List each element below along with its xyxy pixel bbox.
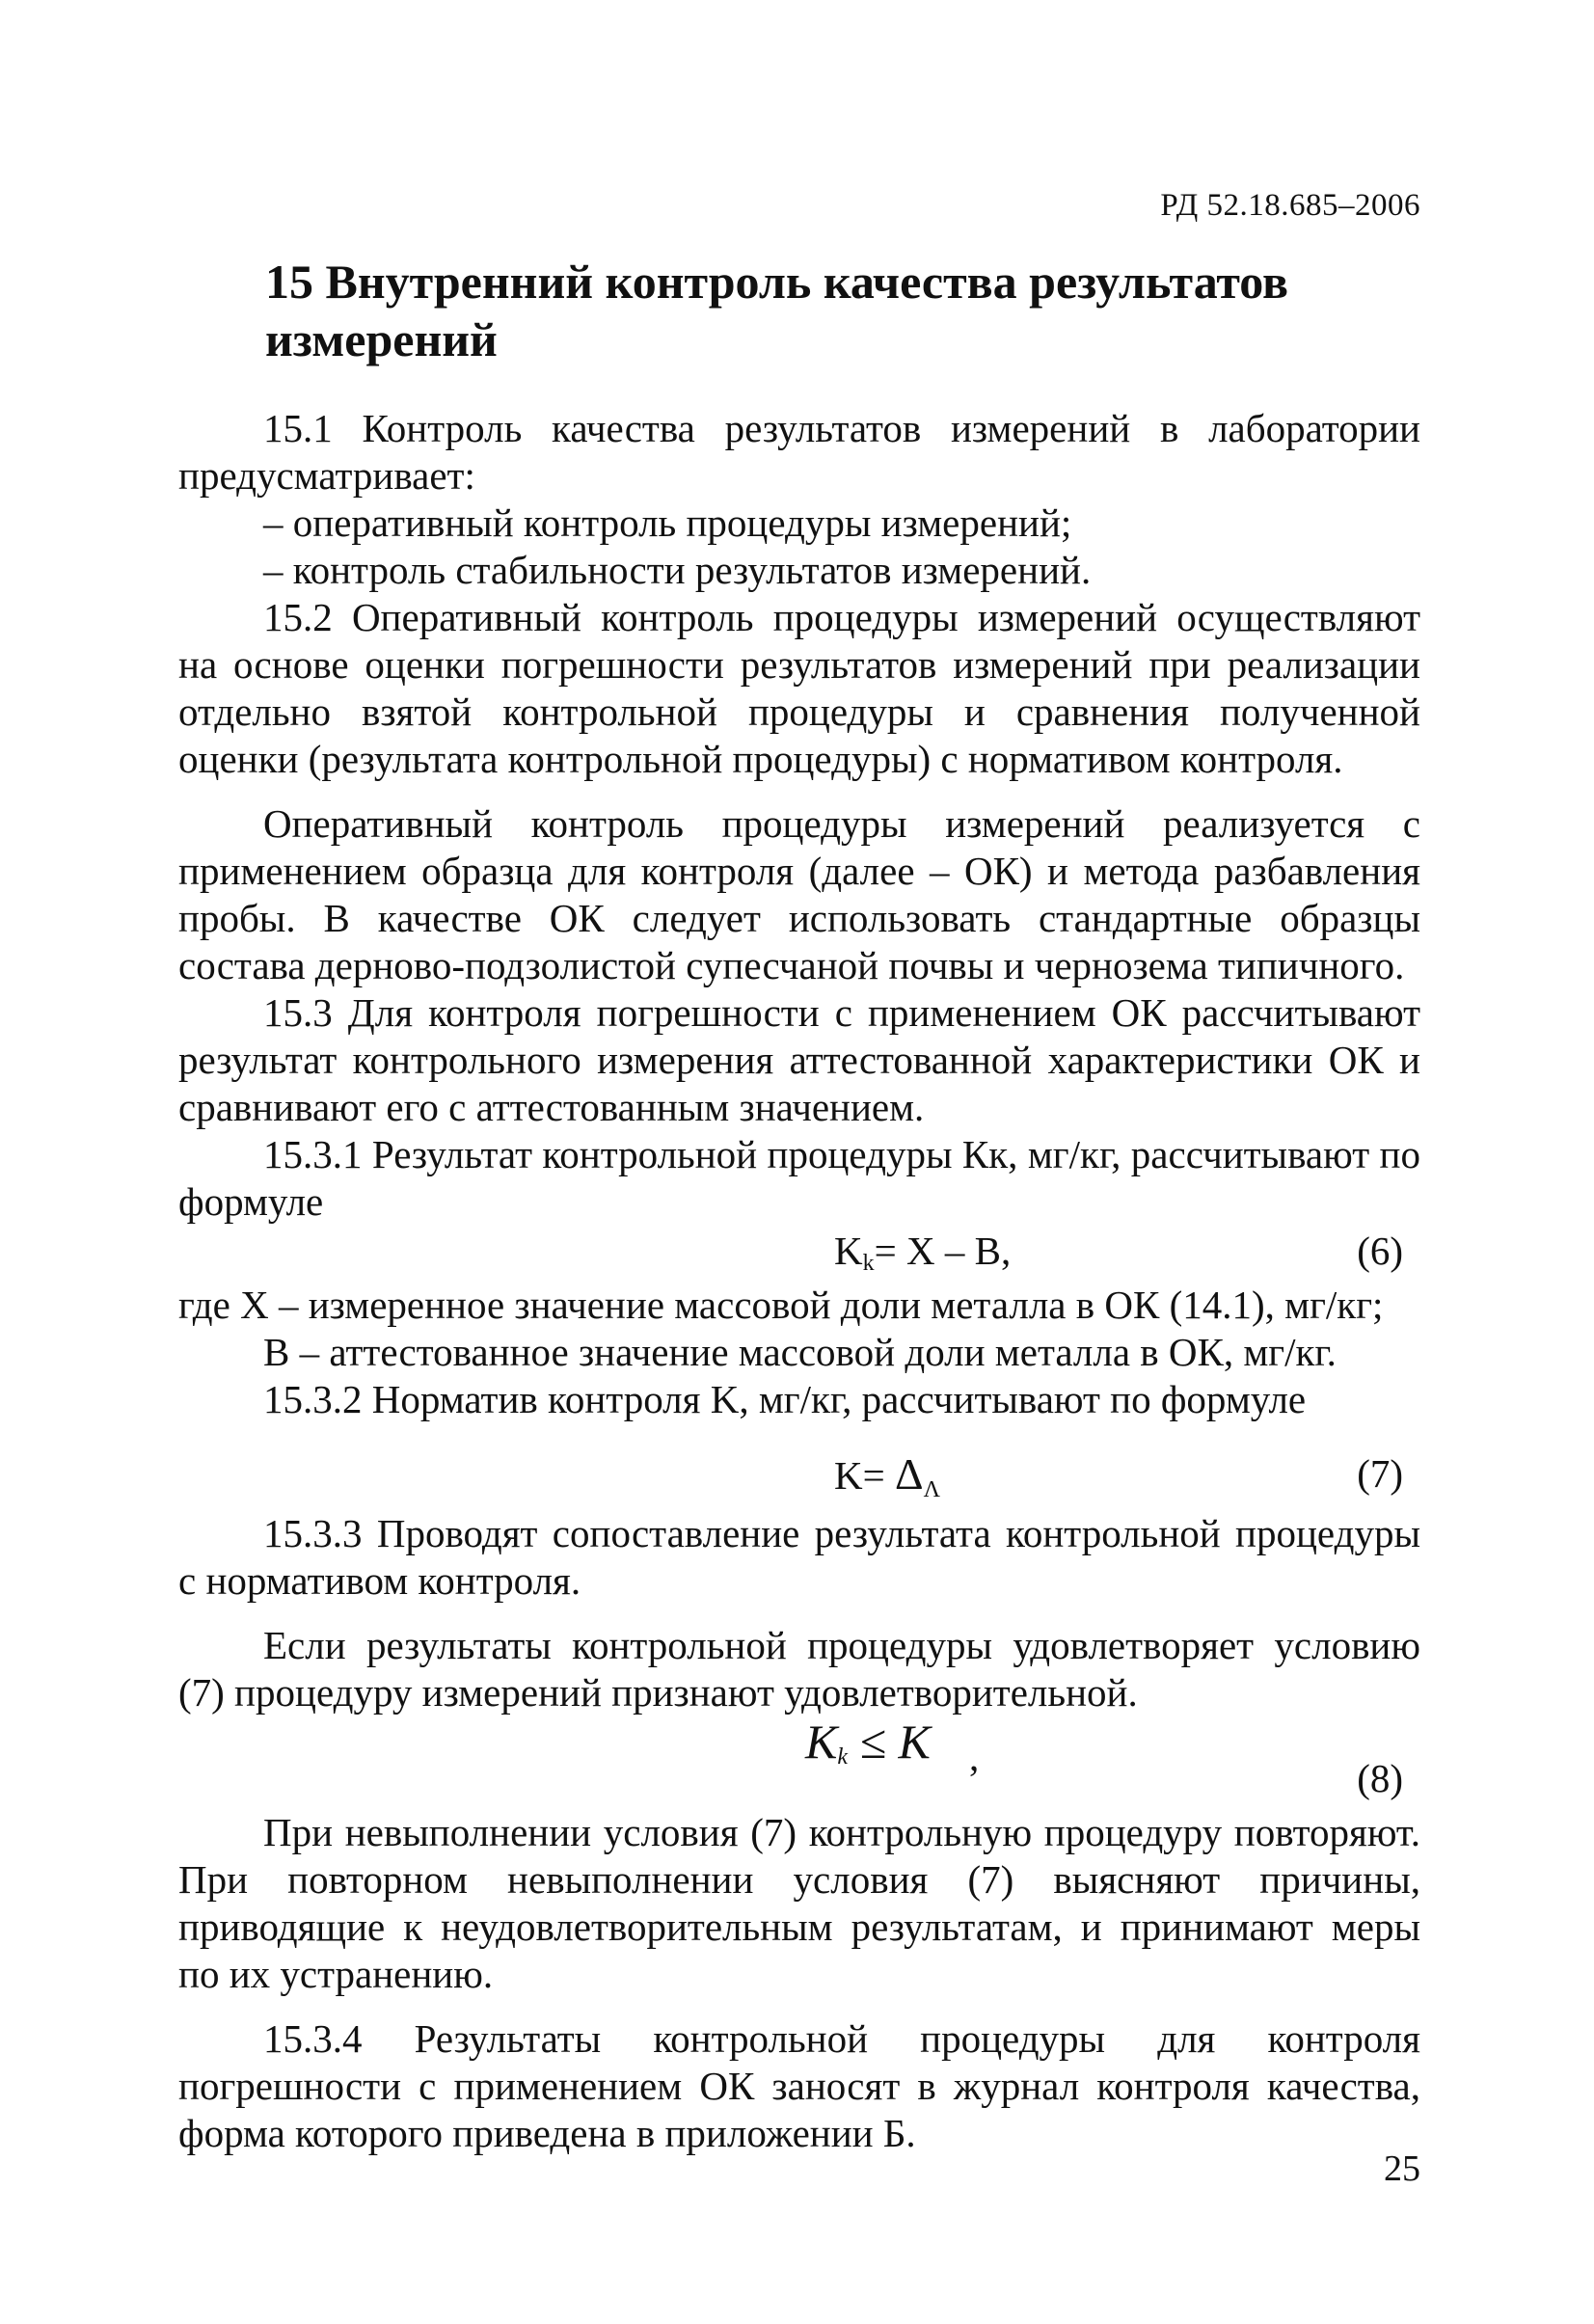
- equation-6-expression: $K_k= X - B$,: [834, 1229, 1012, 1276]
- paragraph-15-3-2: 15.3.2 Норматив контроля K, мг/кг, рассчитывают по формуле: [263, 1377, 1307, 1421]
- equation-8-number: (8): [1357, 1756, 1403, 1800]
- paragraph-failure: При невыполнении условия (7) контрольную процедуру повторяют. При повторном невыполнении условия (7) выясняют причины, приводящие к неудовлетворительным результатам, и принимают меры по их устранению.: [178, 1810, 1420, 1996]
- paragraph-15-2: 15.2 Оперативный контроль процедуры измерений осуществляют на основе оценки погрешности результатов измерений при реализации отдельно взятой контрольной процедуры и сравнения полученной оценки (результата контрольной процедуры) с нормативом контроля.: [178, 595, 1420, 781]
- equation-7: [178, 1443, 1420, 1506]
- equation-6: [178, 1228, 1420, 1278]
- paragraph-15-3: 15.3 Для контроля погрешности с применением ОК рассчитывают результат контрольного измерения аттестованной характеристики ОК и сравнивают его с аттестованным значением.: [178, 990, 1420, 1129]
- paragraph-condition: Если результаты контрольной процедуры удовлетворяет условию (7) процедуру измерений признают удовлетворительной.: [178, 1623, 1420, 1715]
- list-item: – оперативный контроль процедуры измерений;: [263, 500, 1072, 545]
- document-code: РД 52.18.685–2006: [1160, 188, 1420, 223]
- page-number: 25: [1384, 2148, 1420, 2189]
- definition-x: где X – измеренное значение массовой доли металла в ОК (14.1), мг/кг;: [178, 1283, 1384, 1327]
- paragraph-15-3-3: 15.3.3 Проводят сопоставление результата контрольной процедуры с нормативом контроля.: [178, 1511, 1420, 1603]
- document-body: [178, 405, 1420, 2157]
- equation-7-number: (7): [1357, 1451, 1403, 1496]
- equation-7-expression: K= ΔΛ: [834, 1449, 940, 1502]
- paragraph-15-1: 15.1 Контроль качества результатов измерений в лаборатории предусматривает:: [178, 406, 1420, 498]
- equation-6-number: (6): [1357, 1229, 1403, 1273]
- section-title: 15 Внутренний контроль качества результатов измерений: [265, 255, 1289, 366]
- list-item: – контроль стабильности результатов измерений.: [263, 548, 1092, 592]
- paragraph-15-3-1: 15.3.1 Результат контрольной процедуры Кк, мг/кг, рассчитывают по формуле: [178, 1132, 1420, 1224]
- equation-8-comma: ,: [969, 1735, 980, 1779]
- definition-b: B – аттестованное значение массовой доли металла в ОК, мг/кг.: [263, 1330, 1337, 1374]
- paragraph-operational-control: Оперативный контроль процедуры измерений реализуется с применением образца для контроля (далее – ОК) и метода разбавления пробы. В качестве ОК следует использовать стандартные образцы состава дерново-подзолистой супесчаной почвы и чернозема типичного.: [178, 801, 1420, 987]
- paragraph-15-3-4: 15.3.4 Результаты контрольной процедуры для контроля погрешности с применением ОК заносят в журнал контроля качества, форма которого приведена в приложении Б.: [178, 2016, 1420, 2155]
- equation-8: [178, 1715, 1420, 1805]
- equation-8-expression: $K_k \le K$: [805, 1715, 931, 1770]
